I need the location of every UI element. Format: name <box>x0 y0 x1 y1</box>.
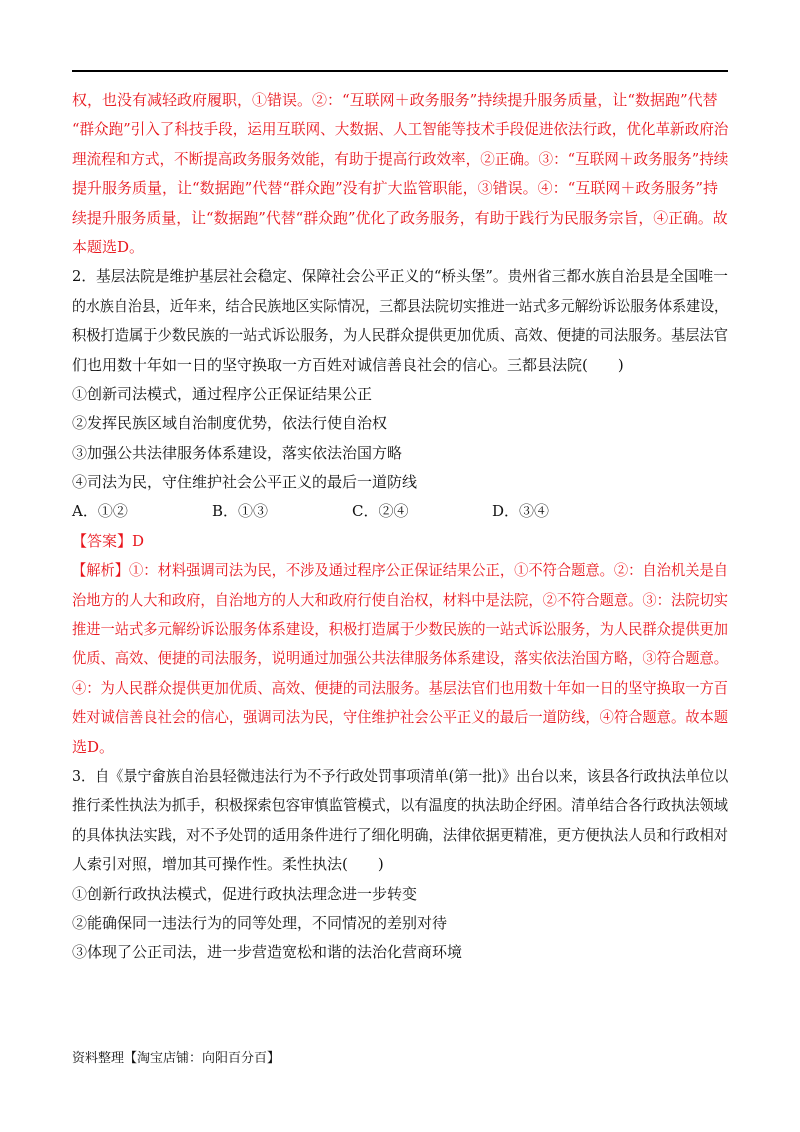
statement-item: ③加强公共法律服务体系建设，落实依法治国方略 <box>72 443 403 462</box>
text-line: 权，也没有减轻政府履职，①错误。②：“互联网＋政务服务”持续提升服务质量，让“数据跑”代替 <box>72 91 718 109</box>
text-line: 提升服务质量，让“数据跑”代替“群众跑”没有扩大监管职能，③错误。④：“互联网＋政务服务”持 <box>72 179 719 198</box>
question-stem-line: 3．自《景宁畲族自治县轻微违法行为不予行政处罚事项清单(第一批)》出台以来，该县各行政执法单位以 <box>72 766 729 785</box>
analysis-line: 姓对诚信善良社会的信心，强调司法为民，守住维护社会公平正义的最后一道防线，④符合题意。故本题 <box>72 708 728 727</box>
analysis-line: ④：为人民群众提供更加优质、高效、便捷的司法服务。基层法官们也用数十年如一日的坚守换取一方百 <box>72 678 728 697</box>
text-line: 续提升服务质量，让“数据跑”代替“群众跑”优化了政务服务，有助于践行为民服务宗旨，④正确。故 <box>72 208 728 227</box>
question-stem-line: 的水族自治县，近年来，结合民族地区实际情况，三都县法院切实推进一站式多元解纷诉讼服务体系建设， <box>72 296 729 315</box>
footer-source: 资料整理【淘宝店铺：向阳百分百】 <box>72 1051 281 1066</box>
analysis-line: 选D。 <box>72 737 115 756</box>
analysis-line: 推进一站式多元解纷诉讼服务体系建设，积极打造属于少数民族的一站式诉讼服务，为人民群众提供更加 <box>72 620 728 639</box>
text-line: “群众跑”引入了科技手段，运用互联网、大数据、人工智能等技术手段促进依法行政，优化革新政府治 <box>72 120 729 139</box>
text-line: 理流程和方式，不断提高政务服务效能，有助于提高行政效率，②正确。③：“互联网＋政务服务”持续 <box>72 149 729 168</box>
question-2 <box>72 262 728 762</box>
question-stem-line: 推行柔性执法为抓手，积极探索包容审慎监管模式，以有温度的执法助企纾困。清单结合各行政执法领域 <box>72 796 728 815</box>
analysis-line: 优质、高效、便捷的司法服务，说明通过加强公共法律服务体系建设，落实依法治国方略，③符合题意。 <box>72 649 728 668</box>
text-line: 本题选D。 <box>72 237 145 256</box>
question-stem-line: 的具体执法实践，对不予处罚的适用条件进行了细化明确，法律依据更精准，更方便执法人员和行政相对 <box>72 825 728 844</box>
option-a: A．①② <box>72 502 128 521</box>
statement-item: ④司法为民，守住维护社会公平正义的最后一道防线 <box>72 473 418 492</box>
statement-item: ①创新司法模式，通过程序公正保证结果公正 <box>72 384 373 403</box>
prev-explanation <box>72 86 728 262</box>
analysis-line: 治地方的人大和政府，自治地方的人大和政府行使自治权，材料中是法院，②不符合题意。③：法院切实 <box>72 590 728 609</box>
answer-line: 【答案】D <box>72 531 145 550</box>
header-rule <box>72 70 728 72</box>
answer-options <box>72 497 728 526</box>
statement-item: ①创新行政执法模式，促进行政执法理念进一步转变 <box>72 884 418 903</box>
option-d: D．③④ <box>492 502 550 521</box>
option-c: C．②④ <box>352 502 409 521</box>
question-stem-line: 2．基层法院是维护基层社会稳定、保障社会公平正义的“桥头堡”。贵州省三都水族自治县是全国唯一 <box>72 267 728 286</box>
statement-item: ②能确保同一违法行为的同等处理，不同情况的差别对待 <box>72 913 448 932</box>
statement-item: ②发挥民族区域自治制度优势，依法行使自治权 <box>72 414 388 433</box>
page-content <box>72 86 728 968</box>
question-stem-line: 人索引对照，增加其可操作性。柔性执法( ) <box>72 855 384 874</box>
statement-item: ③体现了公正司法，进一步营造宽松和谐的法治化营商环境 <box>72 943 463 962</box>
question-3 <box>72 762 728 968</box>
question-stem-line: 积极打造属于少数民族的一站式诉讼服务，为人民群众提供更加优质、高效、便捷的司法服务。基层法官 <box>72 326 728 345</box>
option-b: B．①③ <box>212 502 269 521</box>
analysis-line: 【解析】①：材料强调司法为民，不涉及通过程序公正保证结果公正，①不符合题意。②：自治机关是自 <box>72 561 728 580</box>
question-stem-line: 们也用数十年如一日的坚守换取一方百姓对诚信善良社会的信心。三都县法院( ) <box>72 355 624 374</box>
